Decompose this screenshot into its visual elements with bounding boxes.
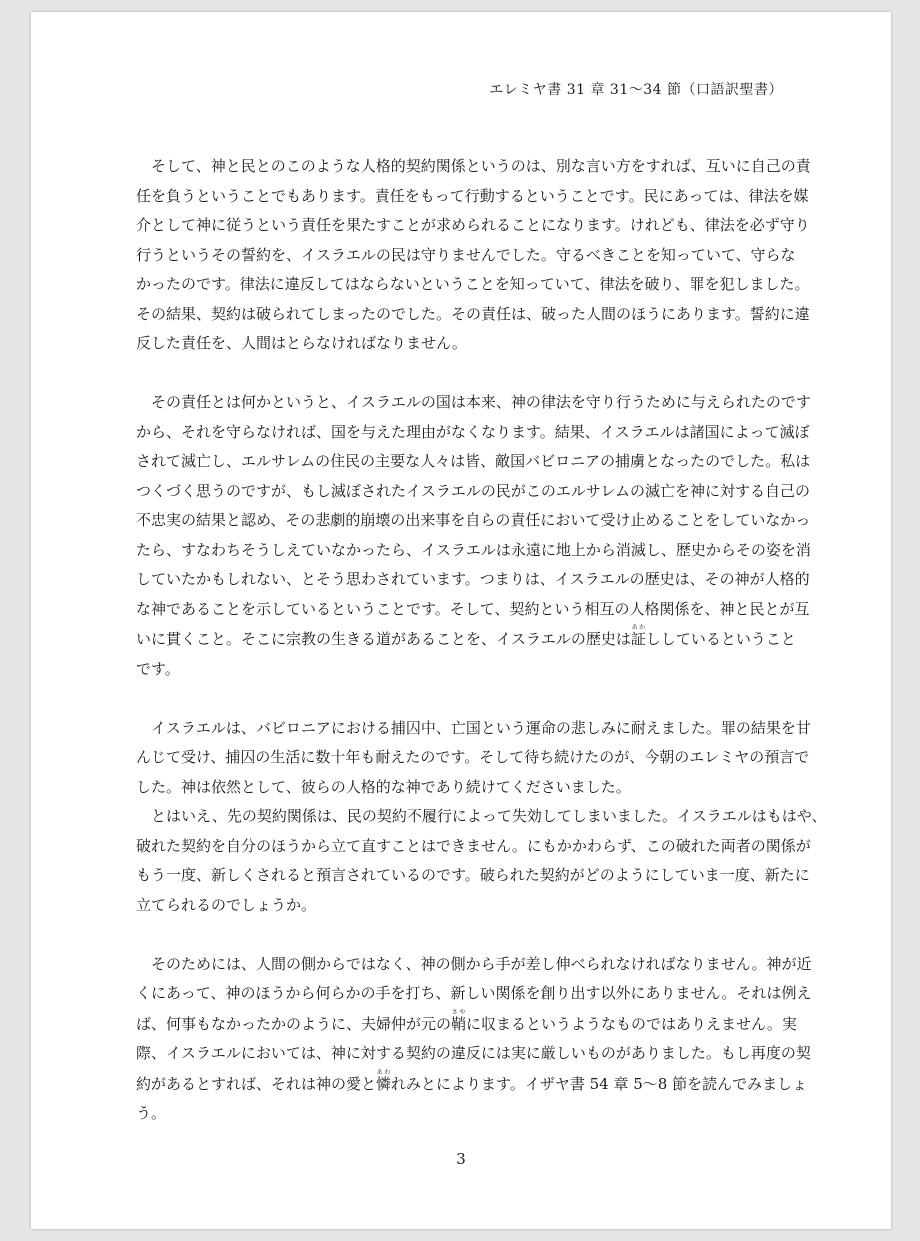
text-line: つくづく思うのですが、もし滅ぼされたイスラエルの民がこのエルサレムの滅亡を神に対する自己の <box>136 481 810 500</box>
text-line: その責任とは何かというと、イスラエルの国は本来、神の律法を守り行うために与えられたのです <box>151 393 811 411</box>
text-line: 任を負うということでもあります。責任をもって行動するということです。民にあっては、律法を媒 <box>136 186 809 205</box>
text-line: した。神は依然として、彼らの人格的な神であり続けてくださいました。 <box>136 777 631 796</box>
text-line: 不忠実の結果と認め、その悲劇的崩壊の出来事を自らの責任において受け止めることをしていなかっ <box>136 511 811 529</box>
text-line: う。 <box>136 1104 167 1122</box>
text-line: 破れた契約を自分のほうから立て直すことはできません。にもかかわらず、この破れた両者の関係が <box>136 836 811 855</box>
text-line: もう一度、新しくされると預言されているのです。破られた契約がどのようにしていま一度、新たに <box>136 866 810 884</box>
text-line: な神であることを示しているということです。そして、契約という相互の人格関係を、神と民とが互 <box>136 599 810 618</box>
text-line: その結果、契約は破られてしまったのでした。その責任は、破った人間のほうにあります。誓約に違 <box>136 304 810 323</box>
text-line: とはいえ、先の契約関係は、民の契約不履行によって失効してしまいました。イスラエルはもはや、 <box>151 807 827 825</box>
text-line: かったのです。律法に違反してはならないということを知っていて、律法を破り、罪を犯しました。 <box>136 275 810 293</box>
text-line: 立てられるのでしょうか。 <box>136 895 317 914</box>
text-line: ば、何事もなかったかのように、夫婦仲が元の鞘さやに収まるというようなものではありえません。実 <box>136 1008 797 1033</box>
document-page <box>31 12 891 1229</box>
text-line: たら、すなわちそうしえていなかったら、イスラエルは永遠に地上から消滅し、歴史からその姿を消 <box>136 540 811 559</box>
text-line: 介として神に従うという責任を果たすことが求められることになります。けれども、律法を必ず守り <box>136 216 810 234</box>
text-line: そして、神と民とのこのような人格的契約関係というのは、別な言い方をすれば、互いに自己の責 <box>151 157 811 175</box>
text-line: イスラエルは、バビロニアにおける捕囚中、亡国という運命の悲しみに耐えました。罪の結果を甘 <box>151 718 811 737</box>
ruby-awa: 憐あわ <box>376 1068 392 1093</box>
text-line: んじて受け、捕囚の生活に数十年も耐えたのです。そして待ち続けたのが、今朝のエレミヤの預言で <box>136 748 810 766</box>
text-line: いに貫くこと。そこに宗教の生きる道があることを、イスラエルの歴史は証あかししているということ <box>136 624 796 648</box>
page-number: 3 <box>456 1150 466 1168</box>
ruby-saya: 鞘さや <box>451 1008 467 1033</box>
text-line: 行うというその誓約を、イスラエルの民は守りませんでした。守るべきことを知っていて、守らな <box>136 245 796 264</box>
paragraph-3 <box>136 714 811 803</box>
text-line: 際、イスラエルにおいては、神に対する契約の違反には実に厳しいものがありました。もし再度の契 <box>136 1044 811 1062</box>
text-line: そのためには、人間の側からではなく、神の側から手が差し伸べられなければなりません。神が近 <box>151 954 812 973</box>
text-line: くにあって、神のほうから何らかの手を打ち、新しい関係を創り出す以外にありません。それは例え <box>136 984 812 1002</box>
text-line: されて滅亡し、エルサレムの住民の主要な人々は皆、敵国バビロニアの捕虜となったのでした。私は <box>136 452 811 470</box>
ruby-akashi: 証あか <box>630 624 646 648</box>
body-text <box>136 152 827 1129</box>
text-line: から、それを守らなければ、国を与えた理由がなくなります。結果、イスラエルは諸国によって滅ぼ <box>136 422 810 441</box>
paragraph-4 <box>136 802 827 920</box>
paragraph-5 <box>136 950 812 1129</box>
paragraph-1 <box>136 152 811 359</box>
text-line: していたかもしれない、とそう思わされています。つまりは、イスラエルの歴史は、その神が人格的 <box>136 570 810 588</box>
page-header: エレミヤ書 31 章 31～34 節（口語訳聖書） <box>489 82 783 98</box>
paragraph-2 <box>136 388 811 684</box>
text-line: です。 <box>136 659 180 678</box>
text-line: 反した責任を、人間はとらなければなりません。 <box>136 334 467 352</box>
text-line: 約があるとすれば、それは神の愛と憐あわれみとによります。イザヤ書 54 章 5～8 節を読んでみましょ <box>136 1068 808 1093</box>
